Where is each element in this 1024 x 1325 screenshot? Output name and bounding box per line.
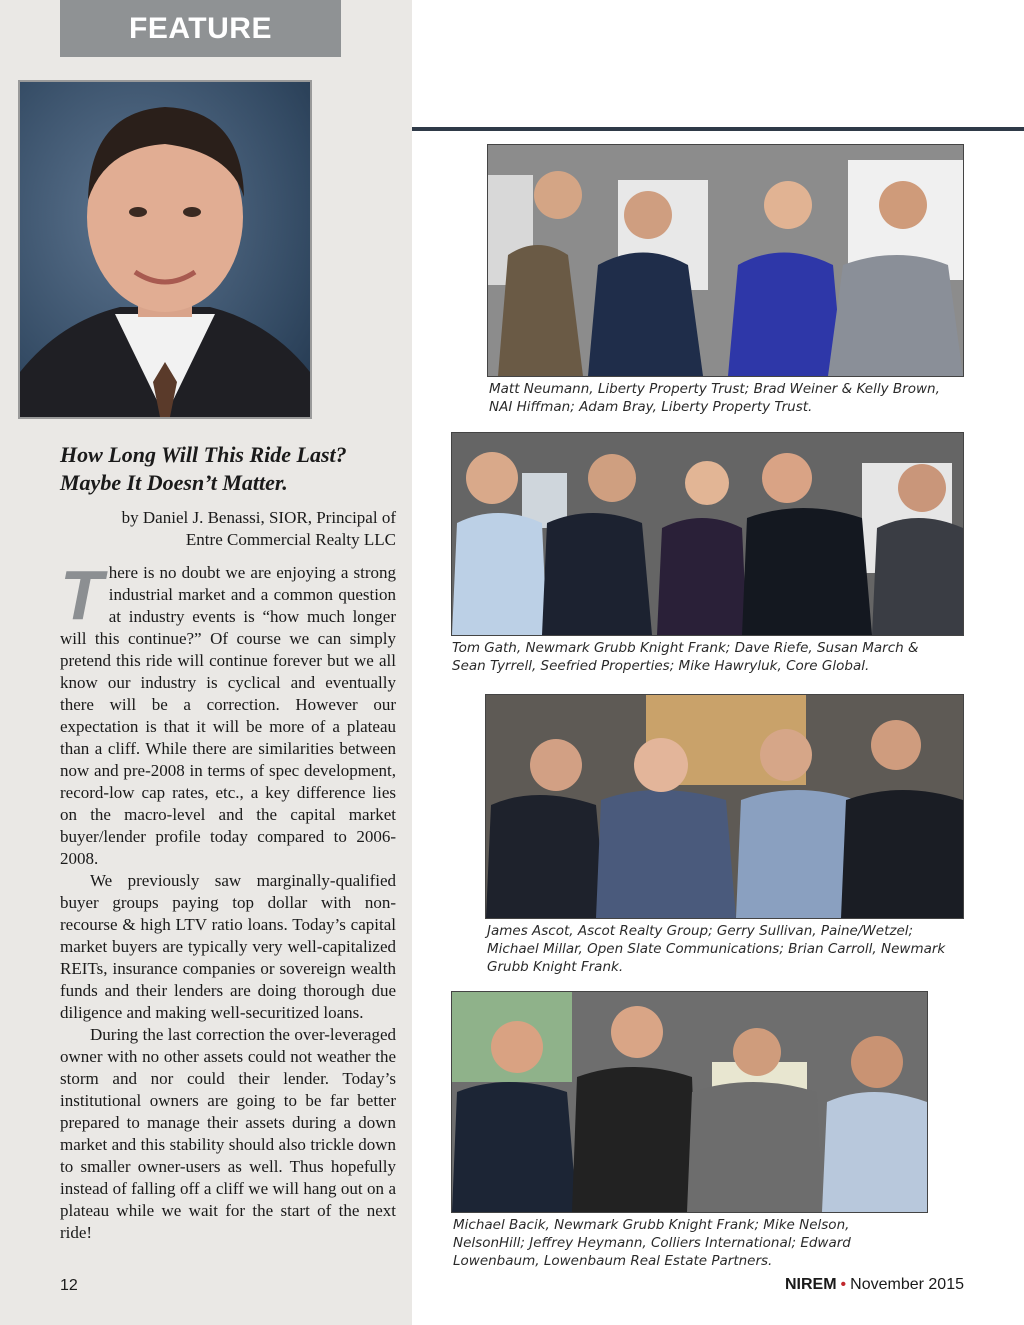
headline-line-1: How Long Will This Ride Last? <box>60 442 347 467</box>
drop-cap: T <box>60 556 103 634</box>
caption-line: Sean Tyrrell, Seefried Properties; Mike Hawryluk, Core Global. <box>452 658 870 674</box>
paragraph-1 <box>60 556 396 870</box>
event-photo-2 <box>451 432 964 636</box>
event-photo-3 <box>485 694 964 919</box>
caption-line: Matt Neumann, Liberty Property Trust; Brad Weiner & Kelly Brown, <box>489 381 940 397</box>
issue-date: November 2015 <box>850 1276 964 1293</box>
paragraph-2: We previously saw marginally-qualified buyer groups paying top dollar with non-recourse & high LTV ratio loans. Today’s capital market buyers are typically very well-capitalized REITs, insurance companies or sovereign wealth funds and their lenders are doing thorough due diligence and making well-securitized loans. <box>60 871 396 1022</box>
event-photo-4 <box>451 991 928 1213</box>
footer-bullet: • <box>840 1276 847 1293</box>
magazine-name: NIREM <box>784 1276 837 1293</box>
byline-line-2: Entre Commercial Realty LLC <box>185 530 396 549</box>
paragraph-1-text: here is no doubt we are enjoying a strong industrial market and a common question at industry events is “how much longer will this continue?” Of course we can simply pretend this ride will continue forever but we all know our industry is cyclical and eventually there will be a correction. However our expectation is that it will be more of a plateau than a cliff. While there are similarities between now and pre-2008 in terms of spec development, record-low cap rates, etc., a key difference lies on the macro-level and the capital market buyer/lender profile today compared to 2006-2008. <box>60 563 396 868</box>
caption-line: Lowenbaum, Lowenbaum Real Estate Partners. <box>453 1253 773 1269</box>
photo-4-caption <box>453 1216 928 1270</box>
section-label: FEATURE <box>60 0 341 57</box>
caption-line: NelsonHill; Jeffrey Heymann, Colliers International; Edward <box>453 1235 851 1251</box>
page-footer <box>785 1276 964 1294</box>
article-body <box>60 556 396 1244</box>
byline-line-1: by Daniel J. Benassi, SIOR, Principal of <box>121 508 396 527</box>
photo-2-caption <box>452 639 964 675</box>
caption-line: Tom Gath, Newmark Grubb Knight Frank; Dave Riefe, Susan March & <box>452 640 919 656</box>
paragraph-3: During the last correction the over-leveraged owner with no other assets could not weather the storm and nor could their lender. Today’s institutional owners are going to be far better prepared to manage their assets during a down market and this stability should also trickle down to smaller owner-users as well. Thus hopefully instead of falling off a cliff we will hang out on a plateau while we wait for the start of the next ride! <box>60 1025 396 1242</box>
page-number: 12 <box>60 1277 78 1294</box>
caption-line: NAI Hiffman; Adam Bray, Liberty Property Trust. <box>489 399 813 415</box>
header-rule <box>412 127 1024 131</box>
event-photo-1 <box>487 144 964 377</box>
caption-line: Michael Bacik, Newmark Grubb Knight Frank; Mike Nelson, <box>453 1217 850 1233</box>
caption-line: Grubb Knight Frank. <box>487 959 624 975</box>
caption-line: James Ascot, Ascot Realty Group; Gerry Sullivan, Paine/Wetzel; <box>487 923 914 939</box>
article-byline <box>60 507 396 551</box>
photo-3-caption <box>487 922 964 976</box>
headline-line-2: Maybe It Doesn’t Matter. <box>60 470 288 495</box>
caption-line: Michael Millar, Open Slate Communications; Brian Carroll, Newmark <box>487 941 946 957</box>
photo-1-caption <box>489 380 964 416</box>
article-headline <box>60 441 400 497</box>
author-headshot <box>18 80 312 419</box>
